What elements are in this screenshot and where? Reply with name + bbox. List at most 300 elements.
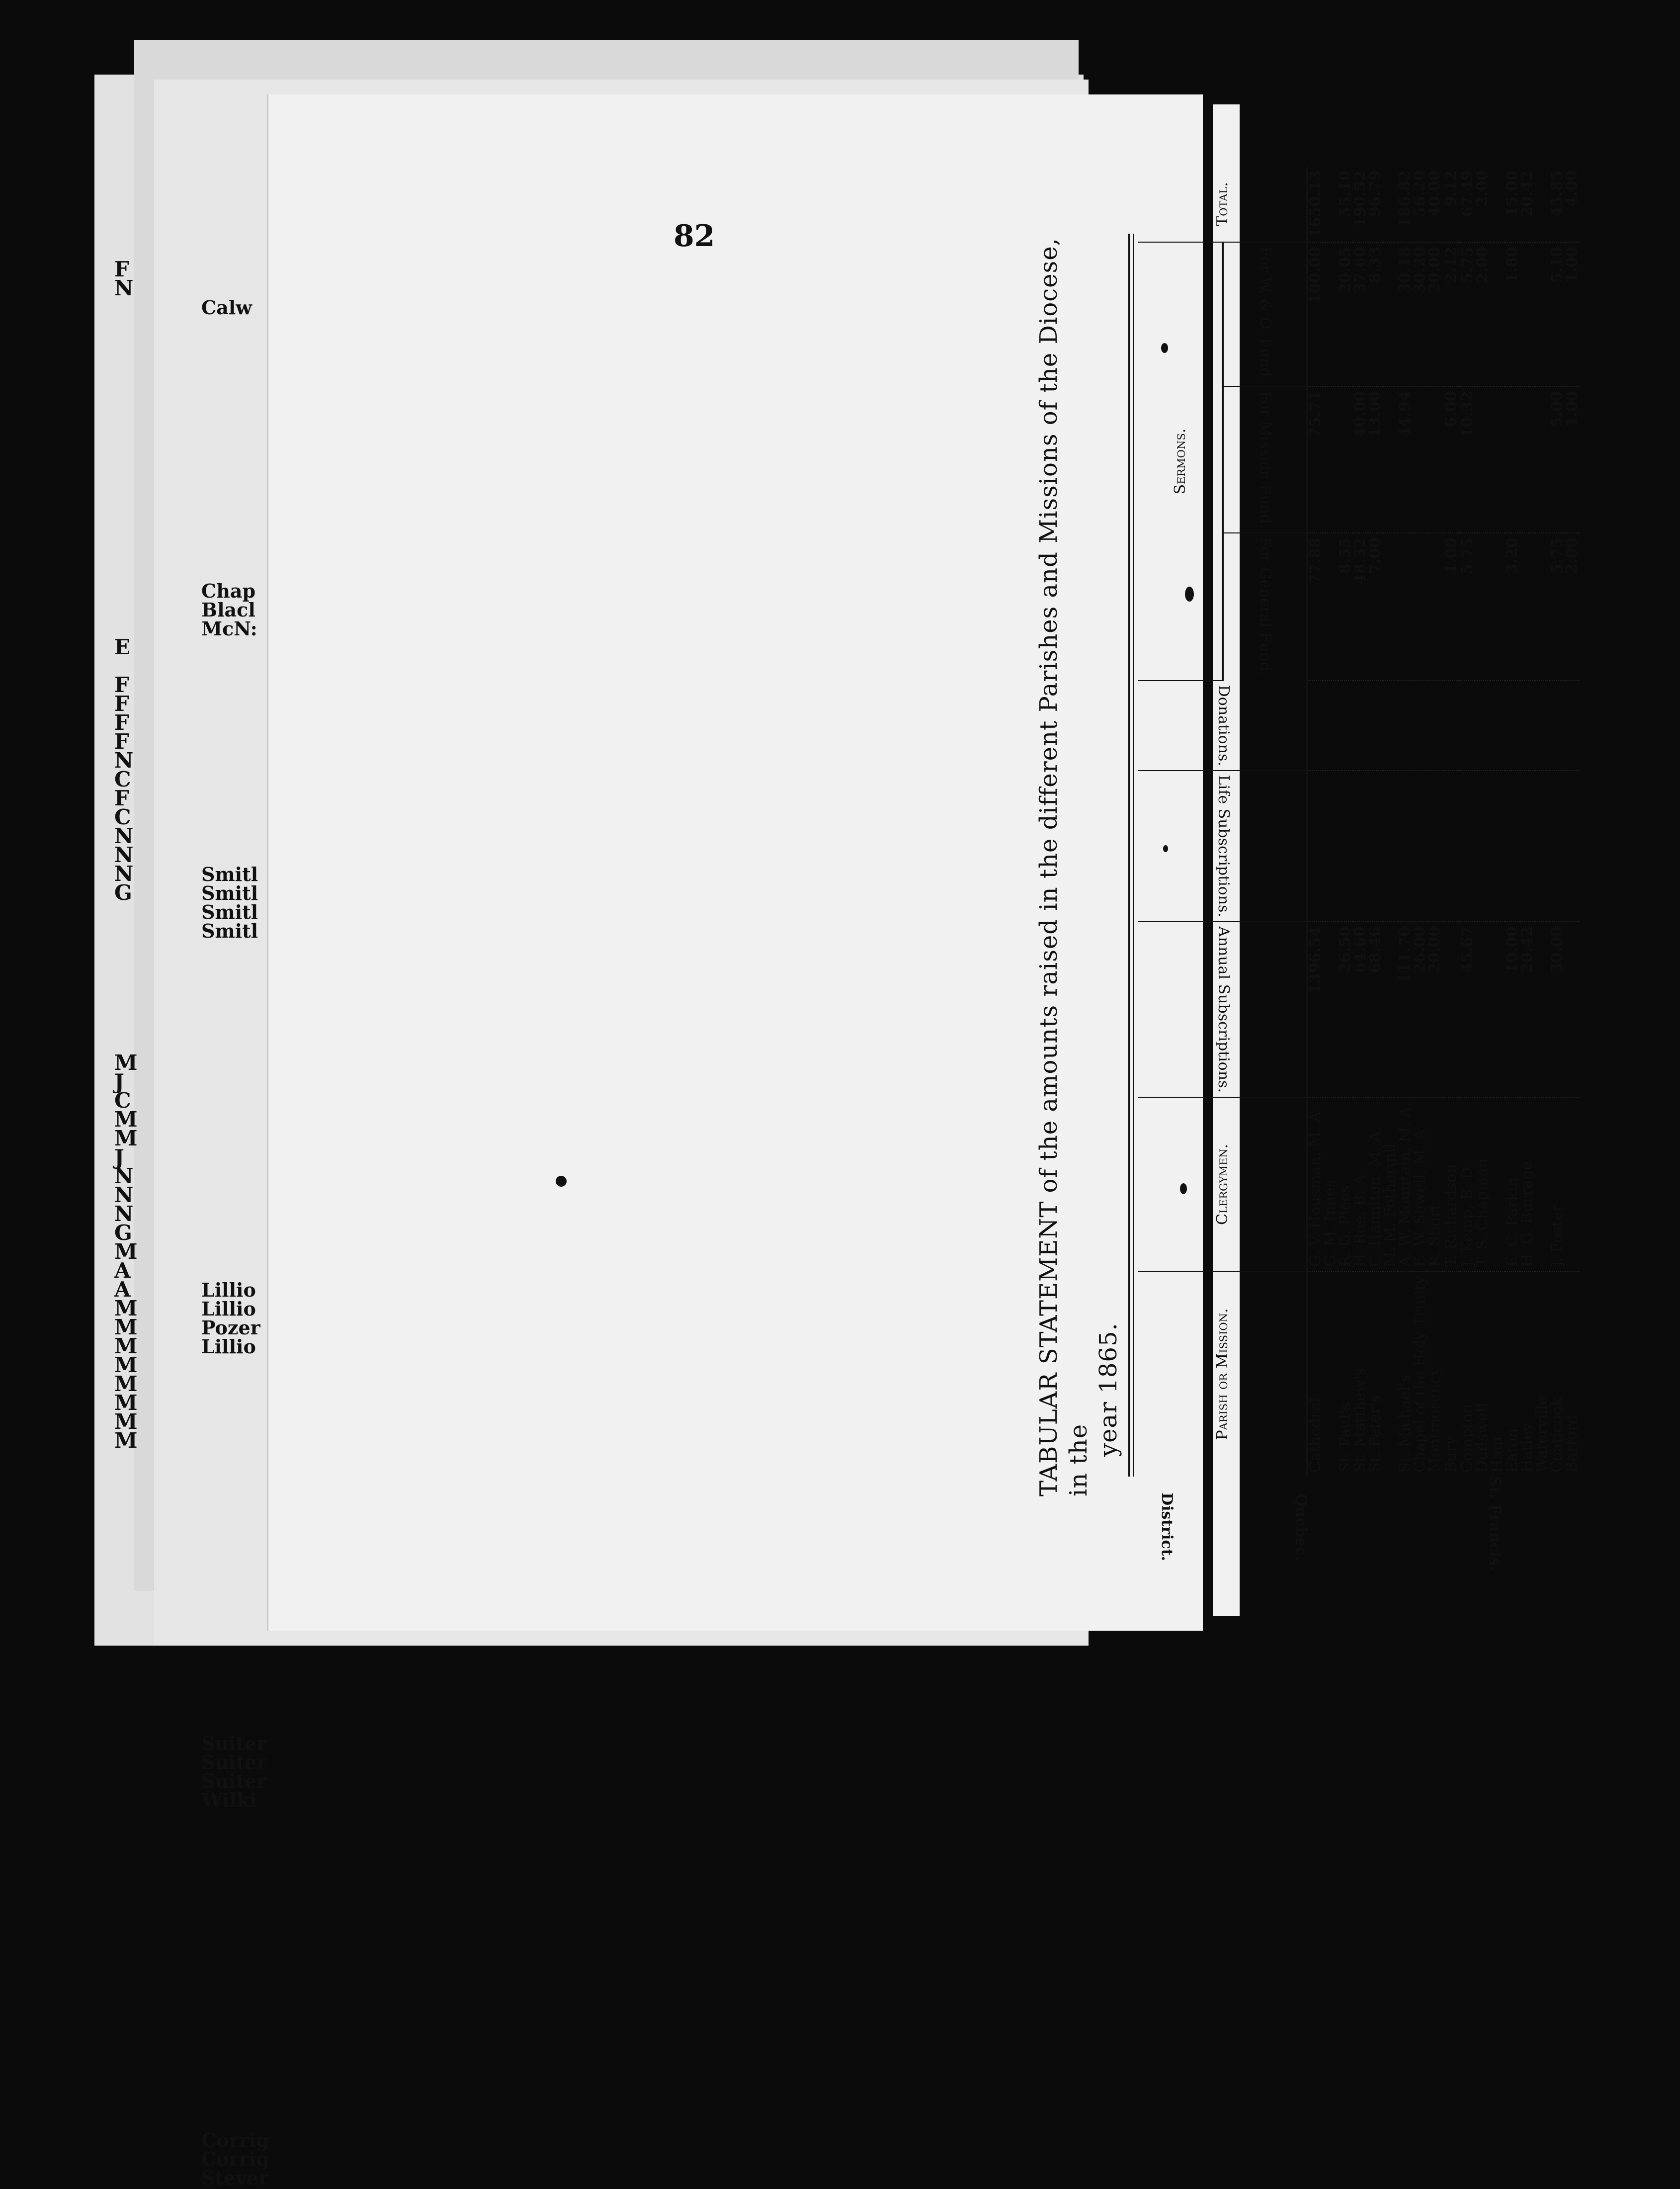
wo-fund-cell: 1.00 xyxy=(1565,242,1580,386)
cut-text-line xyxy=(201,752,276,771)
wo-fund-cell: 5.75 xyxy=(1460,242,1475,386)
annual-cell xyxy=(1383,922,1398,1097)
annual-cell xyxy=(1323,922,1338,1097)
cut-text-line: C xyxy=(114,1088,131,1113)
cut-text-line xyxy=(114,447,144,466)
cut-text-line: F xyxy=(114,786,129,810)
cut-text-line: M xyxy=(114,1334,138,1358)
cut-text-line xyxy=(201,846,276,865)
donations-cell xyxy=(1383,681,1398,771)
total-cell: 55.10 xyxy=(1338,167,1353,243)
clergyman-cell: G. M. Innes xyxy=(1323,1097,1338,1271)
cut-text-line xyxy=(201,1942,276,1961)
title-line-2: year 1865. xyxy=(1094,1322,1122,1457)
total-cell: 186.82 xyxy=(1398,167,1413,243)
cut-text-line xyxy=(201,1243,276,1262)
cut-text-line xyxy=(201,412,276,431)
cut-text-line: N xyxy=(114,276,134,300)
cut-text-line xyxy=(114,1033,144,1052)
donations-cell xyxy=(1535,681,1550,771)
cut-text-line xyxy=(201,733,276,752)
ink-spot xyxy=(1161,343,1168,353)
district-quebec: Quebec. xyxy=(1292,1493,1310,1561)
cut-text-line xyxy=(201,1507,276,1526)
cut-text-line xyxy=(201,1866,276,1885)
cut-text-line xyxy=(114,410,144,429)
cut-text-line: M xyxy=(114,1391,138,1415)
annual-cell: 45.67 xyxy=(1460,922,1475,1097)
header-donations: Donations. xyxy=(1138,681,1307,771)
cut-text-line xyxy=(201,978,276,997)
cut-text-line xyxy=(201,1564,276,1583)
clergyman-cell: H. Roe, B. A. xyxy=(1353,1097,1368,1271)
cut-text-line xyxy=(201,317,276,336)
wo-fund-cell: 30.20 xyxy=(1413,242,1428,386)
cut-text-line xyxy=(201,506,276,525)
cut-text-line xyxy=(201,2017,276,2036)
cut-text-line: G xyxy=(114,880,132,905)
wo-fund-cell: 100.00 xyxy=(1307,242,1323,386)
life-cell xyxy=(1398,771,1413,922)
general-fund-cell: 48.32 xyxy=(1353,533,1368,680)
ink-spot xyxy=(556,1176,567,1187)
total-cell: 67.49 xyxy=(1460,167,1475,243)
table-row xyxy=(1323,167,1338,1477)
general-fund-cell xyxy=(1535,533,1550,680)
facing-page-cut-text-near xyxy=(201,298,276,2188)
clergyman-cell: R. G. Plees xyxy=(1338,1097,1353,1271)
cut-text-line: Stever xyxy=(201,2167,269,2189)
cut-text-line xyxy=(201,1205,276,1224)
life-cell xyxy=(1475,771,1490,922)
cut-text-line xyxy=(201,393,276,412)
wo-fund-cell xyxy=(1490,242,1505,386)
annual-cell: 68.46 xyxy=(1368,922,1383,1097)
cut-text-line: F xyxy=(114,673,129,697)
cut-text-line: A xyxy=(114,1277,131,1302)
wo-fund-cell: 2.12 xyxy=(1442,242,1460,386)
cut-text-line xyxy=(201,1394,276,1413)
cut-text-line xyxy=(201,1715,276,1734)
cut-text-line xyxy=(201,1224,276,1243)
table-row xyxy=(1550,167,1565,1477)
mission-fund-cell xyxy=(1475,386,1490,533)
table-row xyxy=(1475,167,1490,1477)
cut-text-line xyxy=(201,1961,276,1980)
cut-text-line xyxy=(201,827,276,846)
life-cell xyxy=(1535,771,1550,922)
cut-text-line xyxy=(201,1073,276,1092)
general-fund-cell: 2.00 xyxy=(1565,533,1580,680)
donations-cell xyxy=(1505,681,1520,771)
life-cell xyxy=(1490,771,1505,922)
mission-fund-cell xyxy=(1505,386,1520,533)
annual-cell: 20.00 xyxy=(1428,922,1442,1097)
header-total: Total. xyxy=(1138,167,1307,243)
wo-fund-cell: 20.00 xyxy=(1428,242,1442,386)
life-cell xyxy=(1505,771,1520,922)
wo-fund-cell: 5.10 xyxy=(1550,242,1565,386)
cut-text-line: F xyxy=(114,729,129,754)
cut-text-line xyxy=(201,1696,276,1715)
cut-text-line xyxy=(201,1923,276,1942)
ink-spot xyxy=(1163,845,1168,852)
cut-text-line: Wilki xyxy=(201,1789,257,1811)
cut-text-line xyxy=(114,939,144,958)
table-row xyxy=(1383,167,1398,1477)
cut-text-line xyxy=(201,808,276,827)
clergyman-cell: E. C. Parkin xyxy=(1505,1097,1520,1271)
life-cell xyxy=(1383,771,1398,922)
general-fund-cell xyxy=(1323,533,1338,680)
general-fund-cell: 77.88 xyxy=(1307,533,1323,680)
cut-text-line xyxy=(201,771,276,789)
total-cell: 56.20 xyxy=(1413,167,1428,243)
annual-cell: 10.00 xyxy=(1505,922,1520,1097)
cut-text-line xyxy=(201,2112,276,2131)
donations-cell xyxy=(1398,681,1413,771)
table-row xyxy=(1353,167,1368,1477)
cut-text-line xyxy=(201,2055,276,2074)
life-cell xyxy=(1442,771,1460,922)
general-fund-cell xyxy=(1490,533,1505,680)
cut-text-line xyxy=(201,1829,276,1847)
mission-fund-cell xyxy=(1490,386,1505,533)
life-cell xyxy=(1368,771,1383,922)
cut-text-line xyxy=(201,1847,276,1866)
parish-cell: Dudswell xyxy=(1474,1402,1491,1473)
wo-fund-cell: 2.00 xyxy=(1475,242,1490,386)
district-st-francis: St. Francis. xyxy=(1486,1476,1504,1571)
total-cell xyxy=(1535,167,1550,243)
table-row xyxy=(1413,167,1428,1477)
cut-text-line: E xyxy=(114,635,131,659)
annual-cell: 26.00 xyxy=(1413,922,1428,1097)
cut-text-line: M xyxy=(114,1239,138,1264)
clergyman-cell xyxy=(1535,1097,1550,1271)
cut-text-line xyxy=(201,1413,276,1432)
parish-cell: Bury xyxy=(1442,1436,1460,1473)
clergyman-cell: E. W. Sewell, M. A. xyxy=(1413,1097,1428,1271)
page-number: 82 xyxy=(673,219,715,254)
parish-cell: Waterville xyxy=(1533,1396,1551,1473)
cut-text-line xyxy=(114,1014,144,1033)
donations-cell xyxy=(1490,681,1505,771)
cut-text-line: F xyxy=(114,257,129,281)
parish-cell xyxy=(1383,1271,1398,1477)
donations-cell xyxy=(1565,681,1580,771)
cut-text-line xyxy=(201,1375,276,1394)
clergyman-cell: A. W. Mountain, M. A. xyxy=(1398,1097,1413,1271)
total-cell xyxy=(1383,167,1398,243)
cut-text-line xyxy=(201,563,276,582)
header-clergymen: Clergymen. xyxy=(1138,1097,1307,1271)
cut-text-line xyxy=(201,544,276,563)
mission-fund-cell xyxy=(1323,386,1338,533)
wo-fund-cell xyxy=(1520,242,1535,386)
facing-page-cut-text-far xyxy=(114,257,144,1453)
table-rule xyxy=(1128,234,1134,1477)
cut-text-line: N xyxy=(114,1183,134,1207)
general-fund-cell xyxy=(1413,533,1428,680)
clergyman-cell: C. Hamilton, M. A. xyxy=(1368,1097,1383,1271)
general-fund-cell xyxy=(1398,533,1413,680)
parish-cell: Cathedral xyxy=(1307,1398,1324,1473)
general-fund-cell: 3.20 xyxy=(1505,533,1520,680)
cut-text-line xyxy=(114,920,144,939)
cut-text-line: Pozer xyxy=(201,1316,260,1339)
cut-text-line xyxy=(201,1545,276,1564)
wo-fund-cell: 37.60 xyxy=(1353,242,1368,386)
clergyman-cell: M. M. Fothergill xyxy=(1383,1097,1398,1271)
cut-text-line: Smitl xyxy=(201,901,258,923)
cut-text-line xyxy=(201,1451,276,1470)
cut-text-line: N xyxy=(114,862,134,886)
cut-text-line xyxy=(201,1356,276,1375)
cut-text-line: M xyxy=(114,1126,138,1150)
life-cell xyxy=(1520,771,1535,922)
cut-text-line xyxy=(201,1016,276,1035)
table-row xyxy=(1428,167,1442,1477)
wo-fund-cell: 8.33 xyxy=(1368,242,1383,386)
header-annual-subscriptions: Annual Subscriptions. xyxy=(1138,922,1307,1097)
cut-text-line: M xyxy=(114,1107,138,1132)
cut-text-line: M xyxy=(114,1372,138,1396)
table-title xyxy=(1034,234,1123,1496)
total-cell: 40.00 xyxy=(1428,167,1442,243)
donations-cell xyxy=(1442,681,1460,771)
cut-text-line: N xyxy=(114,843,134,867)
parish-cell: St. Matthew's xyxy=(1351,1368,1369,1473)
mission-fund-cell xyxy=(1520,386,1535,533)
clergyman-cell: J. Kemp, B. D. xyxy=(1460,1097,1475,1271)
rotated-table-page xyxy=(1034,170,1680,1571)
mission-fund-cell xyxy=(1428,386,1442,533)
cut-text-line xyxy=(201,1111,276,1130)
header-parish: Parish or Mission. xyxy=(1138,1271,1307,1477)
parish-cell: Barford xyxy=(1563,1414,1581,1473)
general-fund-cell: 5.75 xyxy=(1550,533,1565,680)
parish-cell: Ham xyxy=(1489,1436,1506,1473)
general-fund-cell xyxy=(1383,533,1398,680)
cut-text-line xyxy=(201,1677,276,1696)
donations-cell xyxy=(1428,681,1442,771)
cut-text-line: Smitl xyxy=(201,863,258,885)
cut-text-line: Chap xyxy=(201,580,256,602)
cut-text-line: Suiter xyxy=(201,1732,267,1754)
table-row xyxy=(1565,167,1580,1477)
cut-text-line xyxy=(201,1035,276,1054)
district-header: District. xyxy=(1158,1492,1176,1561)
cut-text-line: Calw xyxy=(201,296,252,319)
table-row xyxy=(1368,167,1383,1477)
parish-cell: Hatley xyxy=(1518,1422,1536,1473)
total-cell: 4.00 xyxy=(1565,167,1580,243)
cut-text-line xyxy=(114,523,144,542)
cut-text-line xyxy=(114,334,144,353)
parish-cell: Coaticook xyxy=(1548,1397,1566,1473)
clergyman-cell: T. Richardson xyxy=(1442,1097,1460,1271)
table-row xyxy=(1505,167,1520,1477)
cut-text-line xyxy=(114,466,144,485)
cut-text-line xyxy=(114,976,144,995)
life-cell xyxy=(1338,771,1353,922)
donations-cell xyxy=(1368,681,1383,771)
cut-text-line xyxy=(201,525,276,544)
table-row xyxy=(1460,167,1475,1477)
clergyman-cell xyxy=(1565,1097,1580,1271)
donations-cell xyxy=(1460,681,1475,771)
cut-text-line: M xyxy=(114,1353,138,1377)
cut-text-line: Lillio xyxy=(201,1298,256,1320)
wo-fund-cell: 30.18 xyxy=(1398,242,1413,386)
mission-fund-cell: 13.00 xyxy=(1368,386,1383,533)
annual-cell xyxy=(1490,922,1505,1097)
total-cell: 15.00 xyxy=(1505,167,1520,243)
annual-cell xyxy=(1535,922,1550,1097)
title-line-1: TABULAR STATEMENT of the amounts raised in the different Parishes and Missions of the Diocese, in the xyxy=(1035,238,1092,1496)
cut-text-line xyxy=(201,487,276,506)
cut-text-line: Lillio xyxy=(201,1335,256,1358)
mission-fund-cell: 44.94 xyxy=(1398,386,1413,533)
mission-fund-cell: 6.00 xyxy=(1442,386,1460,533)
donations-cell xyxy=(1413,681,1428,771)
cut-text-line xyxy=(201,997,276,1016)
parish-cell: Compton xyxy=(1459,1403,1476,1473)
ink-spot xyxy=(1185,587,1194,602)
parish-cell: Eaton xyxy=(1504,1428,1521,1473)
cut-text-line xyxy=(201,1810,276,1829)
cut-text-line: Suiter xyxy=(201,1751,267,1773)
cut-text-line xyxy=(201,1130,276,1148)
cut-text-line xyxy=(201,1621,276,1640)
cut-text-line xyxy=(201,941,276,960)
total-cell: 20.42 xyxy=(1520,167,1535,243)
total-cell: 45.85 xyxy=(1550,167,1565,243)
mission-fund-cell: 1.00 xyxy=(1565,386,1580,533)
annual-cell: 20.42 xyxy=(1520,922,1535,1097)
total-cell: 2.00 xyxy=(1475,167,1490,243)
life-cell xyxy=(1353,771,1368,922)
cut-text-line xyxy=(201,1167,276,1186)
cut-text-line: N xyxy=(114,1202,134,1226)
cut-text-line xyxy=(114,391,144,410)
mission-fund-cell: 40.00 xyxy=(1353,386,1368,533)
total-cell: 1650.13 xyxy=(1307,167,1323,243)
cut-text-line xyxy=(201,355,276,374)
header-life-subscriptions: Life Subscriptions. xyxy=(1138,771,1307,922)
total-cell: 190.52 xyxy=(1353,167,1368,243)
cut-text-line: M xyxy=(114,1296,138,1320)
cut-text-line: C xyxy=(114,805,131,829)
clergyman-cell: G. V. Housman, M. A. xyxy=(1307,1097,1323,1271)
cut-text-line xyxy=(114,485,144,504)
mission-fund-cell xyxy=(1338,386,1353,533)
header-wo-fund: For W. & O. Fund. xyxy=(1223,242,1307,386)
total-cell xyxy=(1490,167,1505,243)
annual-cell: 26.50 xyxy=(1338,922,1353,1097)
cut-text-line xyxy=(201,1602,276,1621)
table-row xyxy=(1398,167,1413,1477)
cut-text-line xyxy=(201,336,276,355)
cut-text-line xyxy=(201,714,276,733)
cut-text-line xyxy=(114,958,144,976)
cut-text-line: M xyxy=(114,1315,138,1339)
cut-text-line xyxy=(201,1659,276,1677)
cut-text-line xyxy=(114,580,144,599)
mission-fund-cell: 10.32 xyxy=(1460,386,1475,533)
cut-text-line: A xyxy=(114,1258,131,1283)
table-row xyxy=(1307,167,1323,1477)
cut-text-line xyxy=(201,1470,276,1489)
annual-cell: 30.00 xyxy=(1550,922,1565,1097)
mission-fund-cell: 75.71 xyxy=(1307,386,1323,533)
cut-text-line: F xyxy=(114,710,129,735)
cut-text-line xyxy=(201,431,276,449)
donations-cell xyxy=(1338,681,1353,771)
cut-text-line xyxy=(114,504,144,523)
wo-fund-cell xyxy=(1535,242,1550,386)
cut-text-line: C xyxy=(114,767,131,791)
total-cell: 9.12 xyxy=(1442,167,1460,243)
life-cell xyxy=(1307,771,1323,922)
cut-text-line: J xyxy=(114,1145,124,1169)
wo-fund-cell xyxy=(1383,242,1398,386)
table-row xyxy=(1442,167,1460,1477)
cut-text-line xyxy=(114,617,144,636)
cut-text-line xyxy=(114,372,144,391)
general-fund-cell xyxy=(1428,533,1442,680)
life-cell xyxy=(1323,771,1338,922)
wo-fund-cell: 20.05 xyxy=(1338,242,1353,386)
cut-text-line: M xyxy=(114,1409,138,1434)
cut-text-line xyxy=(201,1432,276,1451)
donations-cell xyxy=(1323,681,1338,771)
cut-text-line: McN: xyxy=(201,617,257,640)
donations-cell xyxy=(1307,681,1323,771)
donations-cell xyxy=(1520,681,1535,771)
clergyman-cell: R. Short xyxy=(1428,1097,1442,1271)
general-fund-cell: 1.00 xyxy=(1442,533,1460,680)
cut-text-line xyxy=(201,1980,276,1999)
cut-text-line xyxy=(201,1904,276,1923)
parish-cell: St. Paul's xyxy=(1337,1402,1354,1473)
annual-cell xyxy=(1442,922,1460,1097)
table-row xyxy=(1520,167,1535,1477)
total-cell: 96.79 xyxy=(1368,167,1383,243)
annual-cell: 111.70 xyxy=(1398,922,1413,1097)
cut-text-line: Smitl xyxy=(201,882,258,904)
annual-cell: 1396.54 xyxy=(1307,922,1323,1097)
parish-cell: Chapel of the Holy Trinity xyxy=(1411,1276,1428,1473)
cut-text-line xyxy=(201,657,276,676)
life-cell xyxy=(1550,771,1565,922)
donations-cell xyxy=(1353,681,1368,771)
cut-text-line xyxy=(201,374,276,393)
cut-text-line xyxy=(201,1148,276,1167)
wo-fund-cell xyxy=(1323,242,1338,386)
parish-cell xyxy=(1323,1271,1338,1477)
parish-cell: Montmorency xyxy=(1426,1367,1443,1473)
cut-text-line xyxy=(201,789,276,808)
annual-cell: 64.60 xyxy=(1353,922,1368,1097)
header-sermons: Sermons. xyxy=(1138,242,1223,681)
cut-text-line xyxy=(201,1583,276,1602)
cut-text-line xyxy=(114,542,144,561)
cut-text-line xyxy=(201,1092,276,1111)
general-fund-cell xyxy=(1475,533,1490,680)
life-cell xyxy=(1460,771,1475,922)
